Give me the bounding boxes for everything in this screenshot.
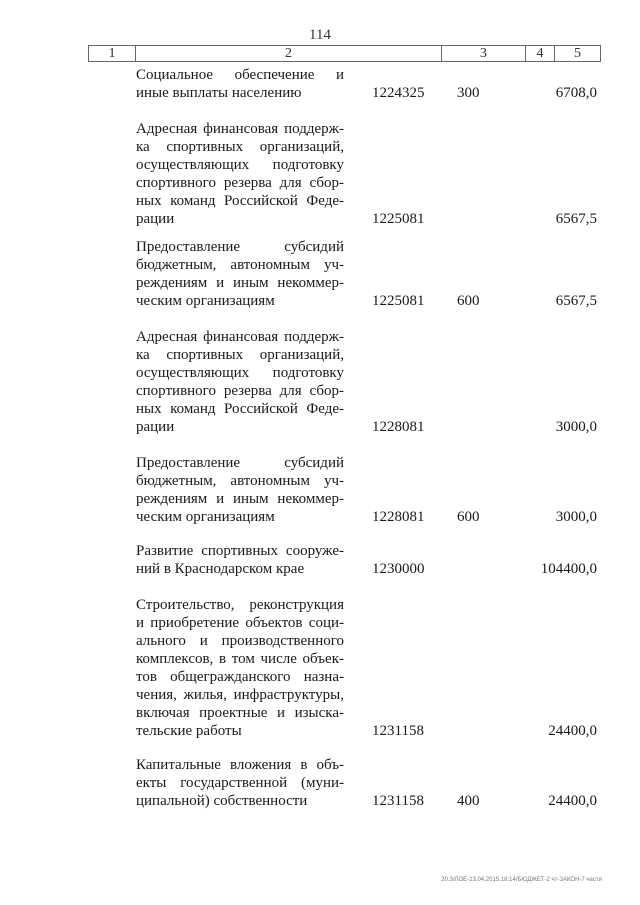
row-code: 1231158: [372, 793, 424, 809]
row-name-line: ных команд Российской Феде-: [136, 193, 344, 209]
row-amount: 24400,0: [548, 793, 597, 809]
table-header-row: [88, 45, 601, 62]
row-name-line: ального и производственного: [136, 633, 344, 649]
row-name-line: Предоставление субсидий: [136, 239, 344, 255]
row-name-line: реждениям и иным некоммер-: [136, 275, 344, 291]
row-name-line: ческим организациям: [136, 509, 275, 525]
row-name-line: ческим организациям: [136, 293, 275, 309]
row-code: 1225081: [372, 211, 425, 227]
row-name-line: осуществляющих подготовку: [136, 157, 344, 173]
row-name-line: ка спортивных организаций,: [136, 139, 344, 155]
row-name-line: бюджетным, автономным уч-: [136, 257, 344, 273]
row-name-line: рации: [136, 419, 175, 435]
row-type: 300: [457, 85, 480, 101]
row-name-line: иные выплаты населению: [136, 85, 302, 101]
row-name-line: спортивного резерва для сбор-: [136, 175, 344, 191]
row-name-line: реждениям и иным некоммер-: [136, 491, 344, 507]
row-name-line: Социальное обеспечение и: [136, 67, 344, 83]
row-type: 600: [457, 293, 480, 309]
row-amount: 3000,0: [555, 419, 597, 435]
row-name-line: ний в Краснодарском крае: [136, 561, 305, 577]
row-amount: 3000,0: [555, 509, 597, 525]
row-name-line: спортивного резерва для сбор-: [136, 383, 344, 399]
row-amount: 6567,5: [555, 211, 597, 227]
header-col-1: 1: [89, 46, 136, 61]
row-name: [136, 542, 344, 578]
row-name-line: комплексов, в том числе объек-: [136, 651, 344, 667]
row-name: [136, 120, 344, 228]
row-name: [136, 238, 344, 310]
footer-stamp: 20.3/ЛОЕ-23.04.2015.18:14/БЮДЖЕТ-2 чт-ЗАКОН-7 части: [441, 877, 602, 883]
row-name-line: Капитальные вложения в объ-: [136, 757, 344, 773]
row-name-line: тельские работы: [136, 723, 242, 739]
row-name-line: Адресная финансовая поддерж-: [136, 329, 344, 345]
page-number: 114: [309, 27, 331, 43]
header-col-5: 5: [574, 46, 581, 61]
row-name-line: тов общегражданского назна-: [136, 669, 344, 685]
row-amount: 104400,0: [540, 561, 597, 577]
row-name-line: ка спортивных организаций,: [136, 347, 344, 363]
row-code: 1225081: [372, 293, 425, 309]
row-name-line: Адресная финансовая поддерж-: [136, 121, 344, 137]
row-name-line: ципальной) собственности: [136, 793, 308, 809]
row-code: 1228081: [372, 509, 425, 525]
row-amount: 6567,5: [555, 293, 597, 309]
row-code: 1224325: [372, 85, 425, 101]
row-name: [136, 328, 344, 436]
row-name-line: рации: [136, 211, 175, 227]
row-type: 600: [457, 509, 480, 525]
header-col-3: 3: [442, 46, 526, 61]
row-code: 1228081: [372, 419, 425, 435]
row-name-line: и приобретение объектов соци-: [136, 615, 344, 631]
row-name-line: екты государственной (муни-: [136, 775, 344, 791]
row-name: [136, 756, 344, 810]
row-name: [136, 454, 344, 526]
row-type: 400: [457, 793, 480, 809]
row-name: [136, 66, 344, 102]
row-name: [136, 596, 344, 740]
row-name-line: ных команд Российской Феде-: [136, 401, 344, 417]
row-code: 1231158: [372, 723, 424, 739]
row-name-line: бюджетным, автономным уч-: [136, 473, 344, 489]
row-name-line: осуществляющих подготовку: [136, 365, 344, 381]
row-name-line: Предоставление субсидий: [136, 455, 344, 471]
row-code: 1230000: [372, 561, 425, 577]
header-col-4: 4: [526, 46, 555, 61]
row-name-line: чения, жилья, инфраструктуры,: [136, 687, 344, 703]
header-col-2: 2: [136, 46, 442, 61]
row-amount: 24400,0: [548, 723, 597, 739]
row-name-line: Строительство, реконструкция: [136, 597, 344, 613]
row-name-line: включая проектные и изыска-: [136, 705, 344, 721]
row-amount: 6708,0: [555, 85, 597, 101]
row-name-line: Развитие спортивных сооруже-: [136, 543, 344, 559]
